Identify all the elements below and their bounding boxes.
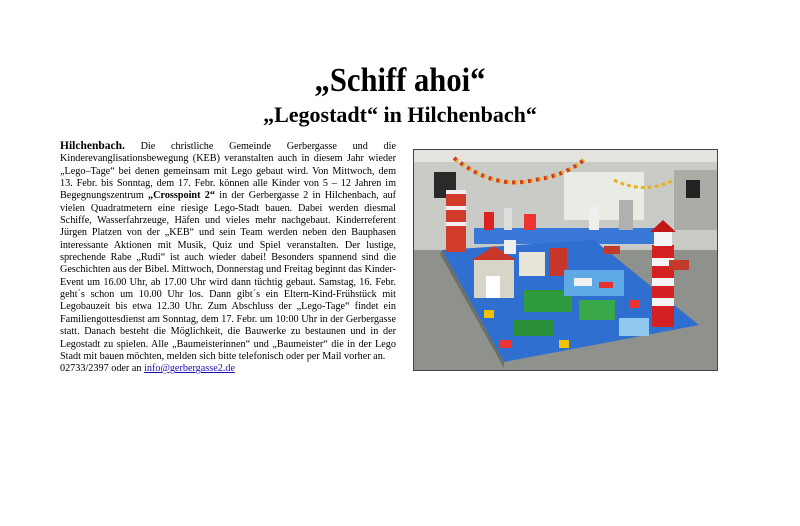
page-title: „Schiff ahoi“ (314, 62, 486, 99)
article-text-part-1: Die christliche Gemeinde Gerbergasse und die Kinderevanglisationsbewegung (KEB) veranstalten auch in diesem Jahr wieder „Lego–Tage“ bei denen gemeinsam mit Lego gebaut wird. Von Mittwoch, dem 13. Febr. bis Sonntag, dem 17. Febr. können alle Kinder von 5 – 12 Jahren im Begegnungszentrum (60, 141, 396, 202)
page-subtitle: „Legostadt“ in Hilchenbach“ (263, 102, 537, 127)
photo-side-wall (674, 170, 717, 230)
photo-green-plate (579, 300, 615, 320)
photo-green-plate (514, 320, 554, 336)
contact-email-link[interactable]: info@gerbergasse2.de (144, 363, 235, 375)
photo-tower-left-stripe (446, 206, 466, 210)
article-contact (60, 363, 396, 375)
photo-far-building (504, 208, 512, 230)
photo-far-building (589, 206, 599, 230)
photo-speaker-right (686, 180, 700, 198)
photo-boat (599, 282, 613, 288)
photo-lighthouse-stripe (652, 298, 674, 306)
photo-far-tower (619, 200, 633, 230)
photo-building-door (486, 276, 500, 298)
article-body (60, 140, 396, 376)
photo-lighthouse-lamp (654, 232, 672, 246)
photo-brick (499, 340, 511, 348)
photo-far-building (484, 212, 494, 230)
photo-brick (629, 300, 639, 308)
photo-far-building (524, 214, 536, 230)
photo-boat (574, 278, 592, 286)
article-venue: „Crosspoint 2“ (148, 190, 215, 202)
lego-city-illustration (414, 150, 717, 370)
photo-ceiling (414, 150, 717, 162)
photo-tower-left (446, 190, 466, 252)
photo-harbour-water (619, 318, 649, 336)
photo-brick (559, 340, 569, 348)
photo-lighthouse-stripe (652, 278, 674, 286)
photo-tower-left-stripe (446, 222, 466, 226)
photo-brick (484, 310, 494, 318)
photo-building (504, 240, 516, 254)
lego-city-photo (413, 149, 718, 371)
photo-harbour-water (564, 270, 624, 296)
photo-far-table (474, 228, 664, 244)
article-paragraph (60, 140, 396, 363)
photo-stool (604, 246, 620, 254)
photo-stool (669, 260, 689, 270)
article-lead: Hilchenbach. (60, 140, 125, 152)
article-text-part-2: in der Gerbergasse 2 in Hilchenbach, auf vielen Quadratmetern eine riesige Lego-Stadt bauen. Dabei werden diesmal Schiffe, Wasserfahrzeuge, Häfen und vieles mehr nachgebaut. Kinderreferent Jürgen Platzen von der „KEB“ und sein Team werden neben den Bauphasen interessante Aktionen mit Musik, Quiz und Spiel veranstalten. Der lustige, sprechende Rabe „Rudi“ ist auch wieder dabei! Besonders spannend sind die Geschichten aus der Bibel. Mittwoch, Donnerstag und Freitag beginnt das Kinder-Event um 16.00 Uhr, ab 17.00 Uhr wird dann tüchtig gebaut. Samstag, 16. Febr. geht´s schon um 10.00 Uhr los. Dann gibt´s ein Eltern-Kind-Frühstück mit Legobauzeit bis etwa 12.30 Uhr. Zum Abschluss der „Lego-Tage“ findet ein Familiengottesdienst am Sonntag, dem 17. Febr. um 10:00 Uhr in der Gerbergasse statt. Danach besteht die Möglichkeit, die Bauwerke zu bestaunen und in der Legostadt zu spielen. Alle „Baumeisterinnen“ und „Baumeister“ die in der Lego Stadt mit bauen möchten, melden sich bitte telefonisch oder per Mail vorher an. (60, 190, 397, 362)
contact-phone: 02733/2397 oder an (60, 363, 142, 375)
photo-tower-left-stripe (446, 190, 466, 194)
photo-building (519, 252, 545, 276)
